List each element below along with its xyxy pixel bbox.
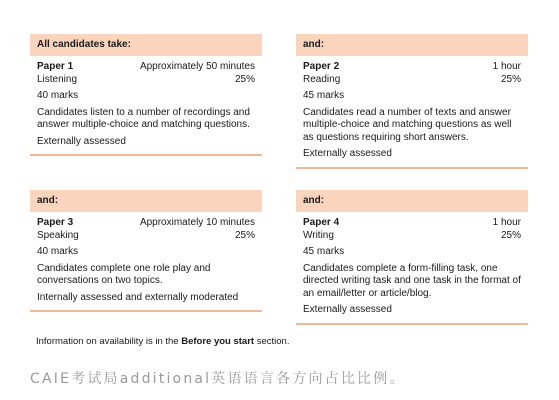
paper-marks: 40 marks	[37, 246, 79, 257]
card-header: and:	[296, 190, 528, 212]
note-text-after: section.	[254, 336, 290, 347]
paper-assessment: Internally assessed and externally moderated	[37, 291, 239, 303]
card-header: and:	[30, 190, 262, 212]
paper-component: Writing	[303, 229, 334, 241]
paper-duration: 1 hour	[492, 217, 521, 228]
paper-component: Listening	[37, 73, 78, 85]
paper-name: Paper 4	[303, 217, 340, 228]
paper-marks: 45 marks	[303, 90, 345, 101]
paper-description: Candidates listen to a number of recordings and answer multiple-choice and matching questions.	[37, 106, 250, 130]
paper-duration: Approximately 50 minutes	[139, 61, 255, 72]
paper-duration: 1 hour	[492, 61, 521, 72]
paper-1-card	[30, 34, 262, 156]
paper-name: Paper 3	[37, 217, 74, 228]
paper-weight: 25%	[500, 73, 521, 85]
paper-assessment: Externally assessed	[303, 148, 392, 159]
paper-name: Paper 1	[37, 61, 74, 72]
paper-assessment: Externally assessed	[37, 135, 126, 147]
note-before-you-start: Before you start	[181, 336, 255, 347]
paper-weight: 25%	[500, 229, 521, 241]
paper-4-card	[296, 190, 528, 325]
availability-note	[36, 336, 289, 347]
card-header: and:	[296, 34, 528, 56]
paper-component: Reading	[303, 73, 341, 85]
paper-marks: 40 marks	[37, 90, 79, 101]
paper-duration: Approximately 10 minutes	[139, 217, 255, 228]
card-header: All candidates take:	[30, 34, 262, 56]
paper-3-card	[30, 190, 262, 312]
paper-weight: 25%	[234, 73, 255, 85]
note-text-before: Information on availability is in the	[36, 336, 182, 347]
paper-2-card	[296, 34, 528, 169]
paper-description: Candidates complete one role play and conversations on two topics.	[37, 262, 211, 286]
paper-component: Speaking	[37, 229, 79, 241]
paper-marks: 45 marks	[303, 246, 345, 257]
paper-description: Candidates read a number of texts and answer multiple-choice and matching questions as well as questions requiring short answers.	[303, 106, 512, 143]
paper-name: Paper 2	[303, 61, 340, 72]
paper-description: Candidates complete a form-filling task, one directed writing task and one task in the format of an email/letter or article/blog.	[303, 262, 521, 299]
paper-assessment: Externally assessed	[303, 304, 392, 315]
paper-weight: 25%	[234, 229, 255, 241]
caption-text: CAIE考试局additional英语语言各方向占比比例。	[30, 371, 406, 387]
